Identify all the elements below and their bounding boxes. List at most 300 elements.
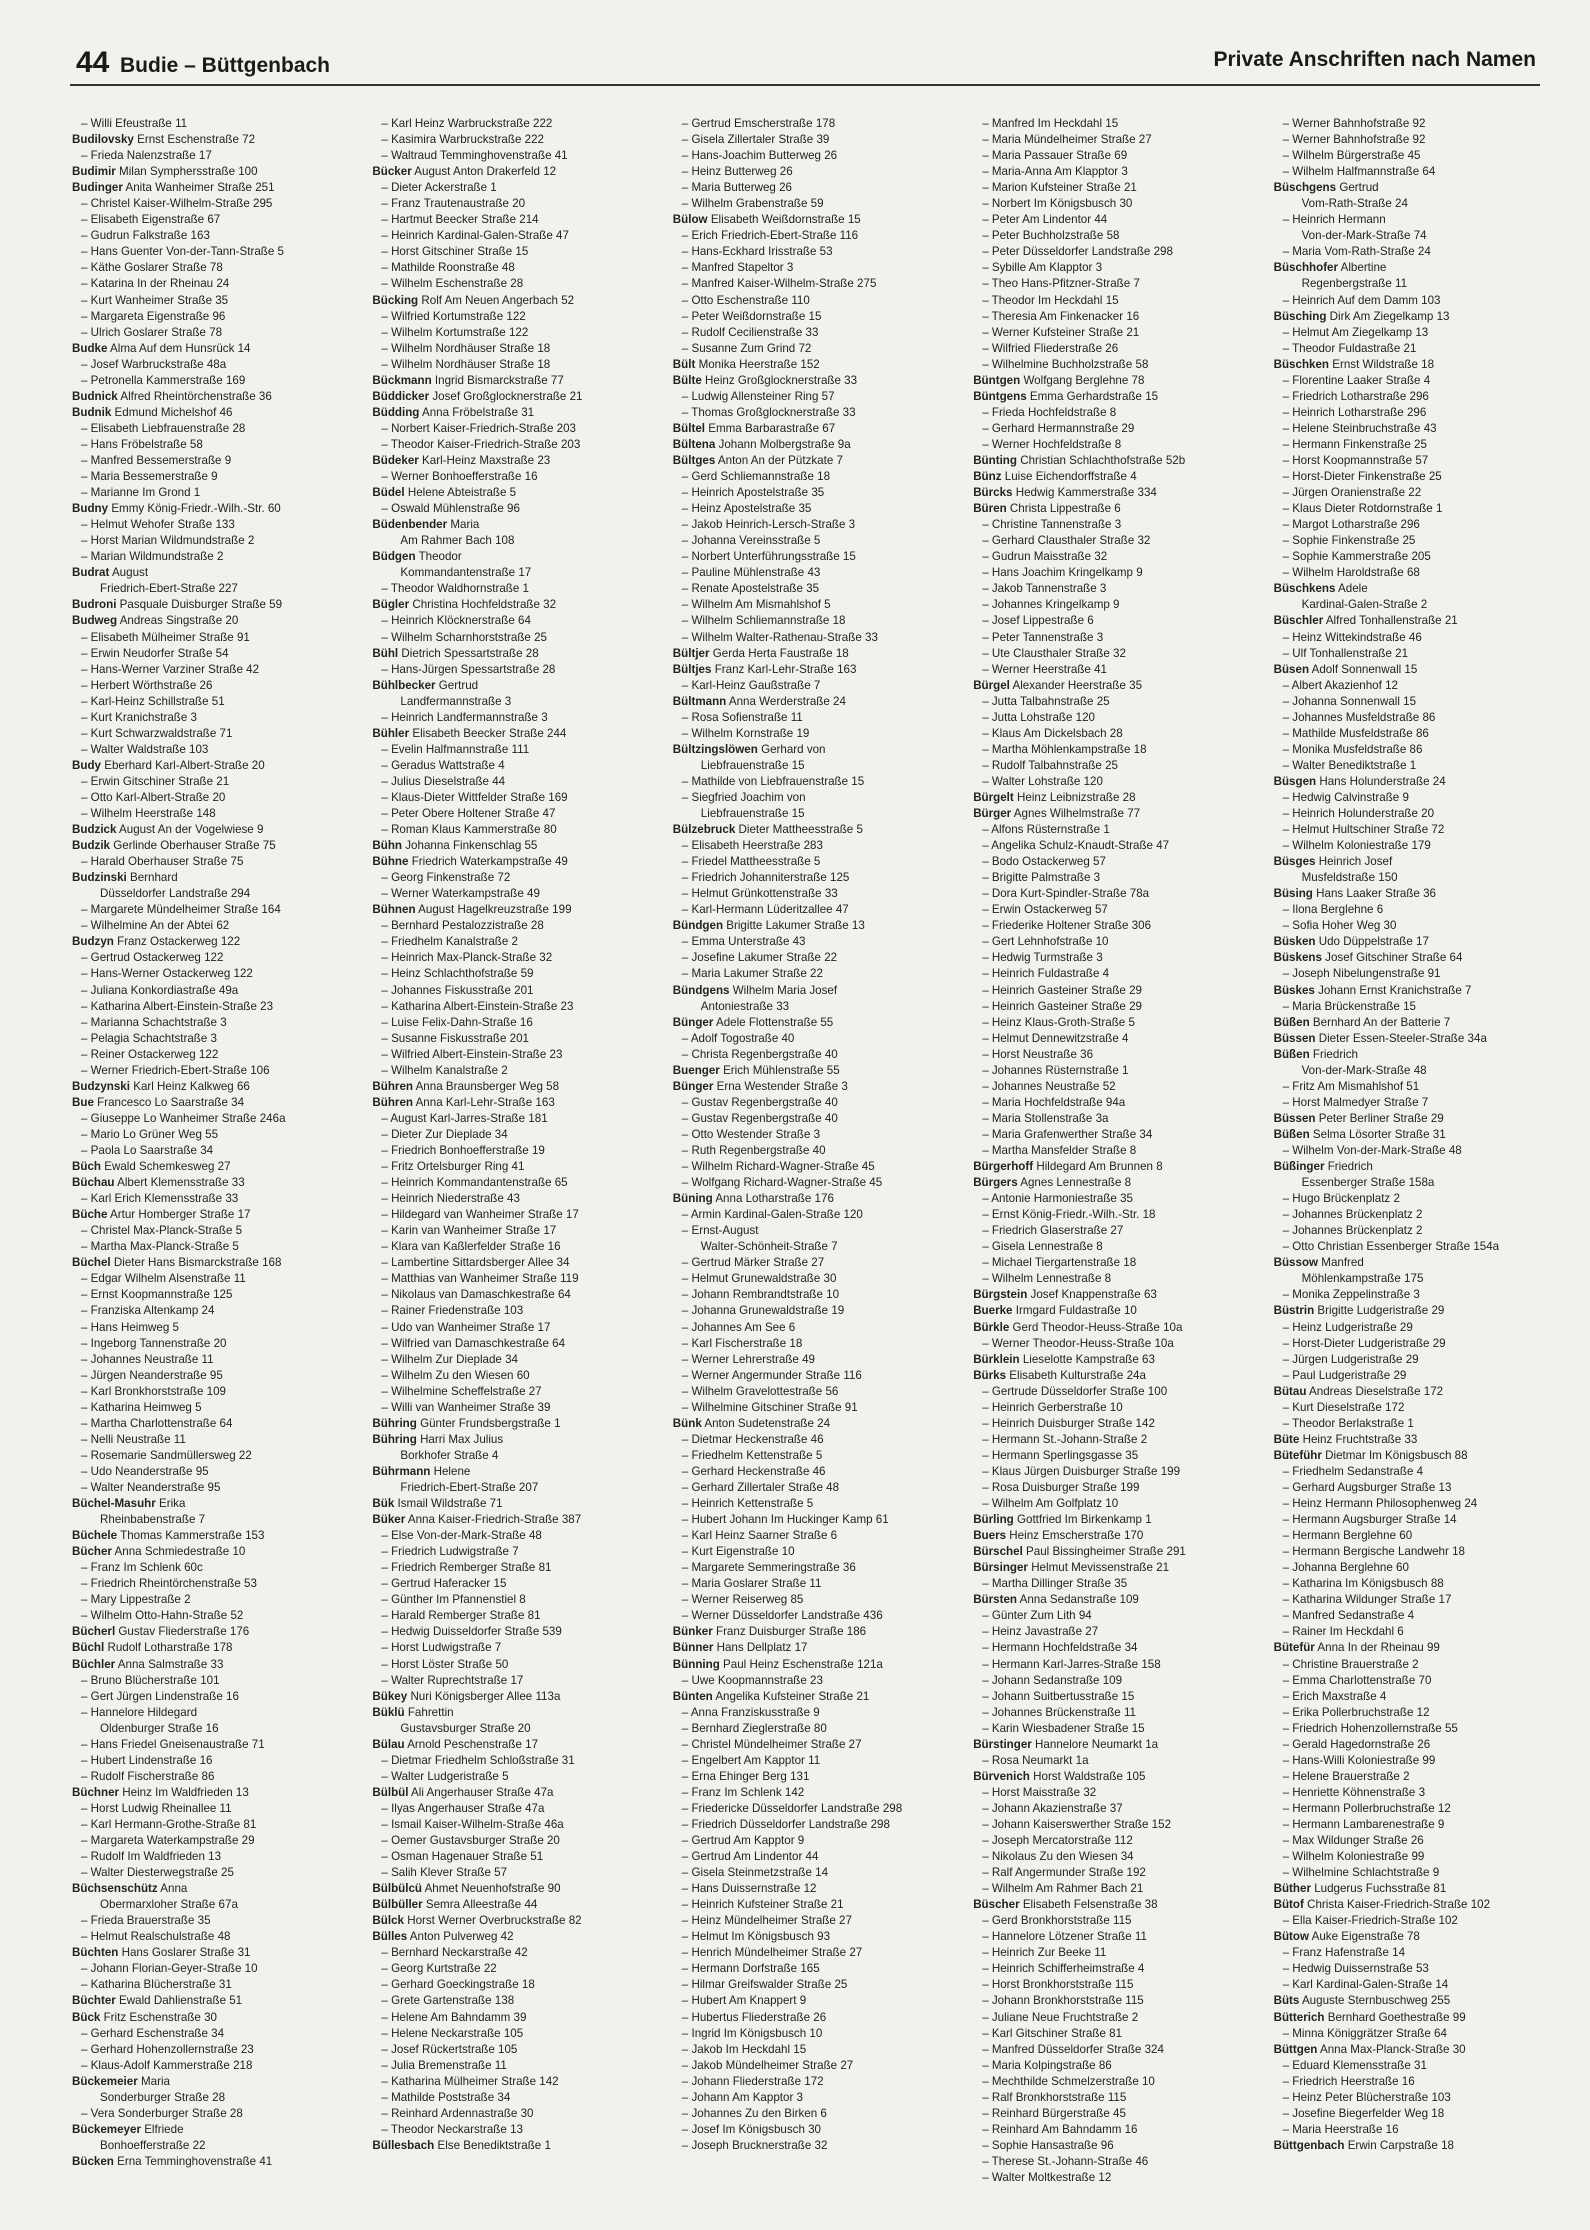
continuation-entry: – Wilfried van Damaschkestraße 64 (381, 1336, 566, 1350)
continuation-entry: – Wilhelmine An der Abtei 62 (81, 919, 230, 933)
first-name-address: Susanne Fiskusstraße 201 (391, 1031, 529, 1045)
first-name-address: Albert Akazienhof 12 (1291, 678, 1398, 692)
first-name-address: Gertrud Ostackerweg 122 (90, 951, 224, 965)
continuation-entry: – Oswald Mühlenstraße 96 (381, 502, 520, 516)
continuation-entry: – Friedrich Düsseldorfer Landstraße 298 (681, 1817, 890, 1831)
first-name-address: Rolf Am Neuen Angerbach 52 (421, 293, 575, 307)
first-name-address: Rudolf Lotharstraße 178 (107, 1641, 233, 1655)
first-name-address: Johanna Sonnenwall 15 (1292, 694, 1417, 708)
continuation-entry: – Else Von-der-Mark-Straße 48 (381, 1529, 542, 1543)
continuation-entry: – Hans-Werner Ostackerweg 122 (81, 967, 253, 981)
continuation-entry: – Mathilde Poststraße 34 (381, 2090, 511, 2104)
first-name-address: Heinrich Duisburger Straße 142 (991, 1416, 1155, 1430)
first-name-address: Milan Symphersstraße 100 (119, 165, 258, 179)
first-name-address: Hannelore Lötzener Straße 11 (991, 1930, 1147, 1944)
continuation-entry: – Juliana Konkordiastraße 49a (81, 983, 239, 997)
continuation-entry: – Maria Passauer Straße 69 (982, 149, 1128, 163)
surname-entry (673, 212, 957, 228)
continuation-entry: – Gertrud Haferacker 15 (381, 1577, 507, 1591)
surname: Büdgen (372, 550, 416, 564)
first-name-address: Helene Brauerstraße 2 (1292, 1769, 1410, 1783)
first-name-address: Gerhard Clausthaler Straße 32 (991, 534, 1151, 548)
surname-entry (673, 1624, 957, 1640)
first-name-address: Josefine Biegerfelder Weg 18 (1292, 2106, 1445, 2120)
surname-entry (1274, 1015, 1558, 1031)
surname-entry (372, 1737, 656, 1753)
first-name-address: Wilhelm Schliemannstraße 18 (691, 614, 846, 628)
continuation-entry: – Peter Düsseldorfer Landstraße 298 (982, 245, 1173, 259)
first-name-address: Joseph Mercatorstraße 112 (991, 1834, 1133, 1848)
continuation-entry: – Helene Neckarstraße 105 (381, 2026, 524, 2040)
continuation-entry: – Ella Kaiser-Friedrich-Straße 102 (1282, 1914, 1458, 1928)
first-name-address: Sophie Hansastraße 96 (991, 2138, 1114, 2152)
first-name-address: Martha Charlottenstraße 64 (90, 1416, 233, 1430)
surname-entry (1274, 1031, 1558, 1047)
surname-entry (973, 1769, 1257, 1785)
continuation-entry: – Pauline Mühlenstraße 43 (681, 566, 821, 580)
first-name-address: August (111, 566, 149, 580)
continuation-entry: – Gisela Steinmetzstraße 14 (681, 1866, 829, 1880)
continuation-entry: – Gerhard Zillertaler Straße 48 (681, 1480, 840, 1494)
continuation-entry: – Antonie Harmoniestraße 35 (982, 1192, 1133, 1206)
first-name-address: Hermann Bergische Landwehr 18 (1292, 1545, 1465, 1559)
first-name-address: Gustav Regenbergstraße 40 (691, 1111, 838, 1125)
surname: Büche (72, 1208, 108, 1222)
continuation-entry: – Ingrid Im Königsbusch 10 (681, 2026, 823, 2040)
first-name-address: Heinrich Holunderstraße 20 (1292, 807, 1435, 821)
continuation-entry: – Heinz Klaus-Groth-Straße 5 (982, 1015, 1135, 1029)
first-name-address: Katharina Albert-Einstein-Straße 23 (391, 999, 574, 1013)
continuation-entry: – Theodor Fuldastraße 21 (1282, 341, 1417, 355)
first-name-address: Werner Düsseldorfer Landstraße 436 (691, 1609, 883, 1623)
surname-entry (673, 1689, 957, 1705)
continuation-entry: – Josef Lippestraße 6 (982, 614, 1094, 628)
continuation-entry: – Luise Felix-Dahn-Straße 16 (381, 1015, 533, 1029)
first-name-address: Gertrud Am Lindentor 44 (691, 1850, 819, 1864)
surname-entry (1274, 1881, 1558, 1897)
surname-entry (1274, 1127, 1558, 1143)
first-name-address: Manfred Stapeltor 3 (691, 261, 794, 275)
first-name-address: Werner Angermunder Straße 116 (691, 1368, 862, 1382)
first-name-address: Edgar Wilhelm Alsenstraße 11 (90, 1272, 246, 1286)
first-name-address: Karl Heinz Kalkweg 66 (133, 1079, 250, 1093)
first-name-address: Friedhelm Kanalstraße 2 (391, 935, 519, 949)
first-name-address: Ernst-August (691, 1224, 759, 1238)
first-name-address: Gerhard Heckenstraße 46 (691, 1464, 826, 1478)
continuation-entry: – Jutta Talbahnstraße 25 (982, 694, 1110, 708)
surname: Bülte (672, 373, 702, 387)
first-name-address: Maria Heerstraße 16 (1292, 2122, 1399, 2136)
first-name-address: Gerda Herta Faustraße 18 (712, 646, 849, 660)
first-name-address: Theodor (418, 550, 462, 564)
first-name-address: Frieda Brauerstraße 35 (90, 1914, 211, 1928)
first-name-address: Harri Max Julius (420, 1432, 504, 1446)
first-name-address: Theresia Am Finkenacker 16 (991, 309, 1140, 323)
first-name-address: Werner Bahnhofstraße 92 (1292, 117, 1426, 130)
first-name-address: Rudolf Talbahnstraße 25 (991, 758, 1118, 772)
first-name-address: Gustav Fliederstraße 176 (118, 1625, 250, 1639)
surname-entry (72, 341, 356, 357)
continuation-entry: – Gertrud Emscherstraße 178 (681, 117, 836, 130)
surname: Büllesbach (372, 2138, 435, 2152)
continuation-entry: – Henrich Mündelheimer Straße 27 (681, 1946, 863, 1960)
continuation-entry: – Heinrich Kufsteiner Straße 21 (681, 1898, 844, 1912)
first-name-address: Hartmut Beecker Straße 214 (391, 213, 539, 227)
first-name-address: Friedrich Heerstraße 16 (1292, 2074, 1415, 2088)
first-name-address: Christa Lippestraße 6 (1009, 502, 1121, 516)
surname: Büsching (1273, 309, 1327, 323)
surname: Bünning (672, 1657, 720, 1671)
surname: Büning (672, 1192, 713, 1206)
first-name-address: Karl Bronkhorststraße 109 (90, 1384, 226, 1398)
first-name-address: Wilhelm Koloniestraße 179 (1292, 839, 1431, 853)
surname-entry (1274, 1432, 1558, 1448)
first-name-address: Gisela Lennestraße 8 (991, 1240, 1103, 1254)
first-name-address: Udo Neanderstraße 95 (90, 1464, 209, 1478)
continuation-entry: – Hermann Lambarenestraße 9 (1282, 1817, 1445, 1831)
first-name-address: Günter Zum Lith 94 (991, 1609, 1092, 1623)
surname-entry (372, 1881, 656, 1897)
first-name-address: Gerd Bronkhorststraße 115 (991, 1914, 1132, 1928)
first-name-address: Anna Kaiser-Friedrich-Straße 387 (407, 1513, 582, 1527)
surname: Bühler (372, 726, 410, 740)
surname: Bücking (372, 293, 419, 307)
first-name-address: Semra Alleestraße 44 (425, 1898, 538, 1912)
surname: Bücherl (72, 1625, 116, 1639)
continuation-entry: – Heinz Apostelstraße 35 (681, 502, 812, 516)
first-name-address: Heinrich Kettenstraße 5 (691, 1497, 814, 1511)
first-name-address: Gerhard Hohenzollernstraße 23 (90, 2042, 254, 2056)
first-name-address: Werner Lehrerstraße 49 (691, 1352, 815, 1366)
surname: Bürling (973, 1513, 1014, 1527)
first-name-address: Josefine Lakumer Straße 22 (691, 951, 838, 965)
first-name-address: Ella Kaiser-Friedrich-Straße 102 (1292, 1914, 1458, 1928)
continuation-entry: – Karl-Hermann Lüderitzallee 47 (681, 903, 849, 917)
first-name-address: Walter Ludgeristraße 5 (391, 1769, 509, 1783)
continuation-entry: – Helene Am Bahndamm 39 (381, 2010, 527, 2024)
continuation-entry: – Dietmar Friedhelm Schloßstraße 31 (381, 1753, 575, 1767)
continuation-entry: – Reinhard Am Bahndamm 16 (982, 2122, 1138, 2136)
first-name-address: Hedwig Calvinstraße 9 (1292, 790, 1409, 804)
first-name-address: Else Benediktstraße 1 (437, 2138, 551, 2152)
first-name-address: Wilhelm Am Mismahlshof 5 (691, 598, 831, 612)
continuation-entry: – Theodor Neckarstraße 13 (381, 2122, 523, 2136)
first-name-address: Pelagia Schachtstraße 3 (90, 1031, 217, 1045)
continuation-entry: – Helmut Im Königsbusch 93 (681, 1930, 831, 1944)
continuation-entry: – Wilfried Albert-Einstein-Straße 23 (381, 1047, 563, 1061)
continuation-entry: – Helene Brauerstraße 2 (1282, 1769, 1410, 1783)
continuation-entry: – Horst Neustraße 36 (982, 1047, 1094, 1061)
continuation-entry: – Gudrun Maisstraße 32 (982, 550, 1108, 564)
surname: Bühring (372, 1432, 417, 1446)
first-name-address: Ralf Angermunder Straße 192 (991, 1866, 1146, 1880)
surname: Budweg (72, 614, 118, 628)
first-name-address: Ernst König-Friedr.-Wilh.-Str. 18 (991, 1208, 1156, 1222)
continuation-entry: – Friedrich Rheintörchenstraße 53 (81, 1577, 257, 1591)
first-name-address: Bernhard Neckarstraße 42 (391, 1946, 528, 1960)
surname: Büchler (72, 1657, 116, 1671)
surname-entry (673, 1063, 957, 1079)
continuation-entry: – Johannes Brückenplatz 2 (1282, 1208, 1423, 1222)
first-name-address: Anna Max-Planck-Straße 30 (1319, 2042, 1466, 2056)
continuation-entry: – Friedrich Ludwigstraße 7 (381, 1545, 519, 1559)
first-name-address: Helmut Grünkottenstraße 33 (691, 887, 838, 901)
continuation-entry: – Walter Ruprechtstraße 17 (381, 1673, 524, 1687)
first-name-address: Katharina Heimweg 5 (90, 1400, 202, 1414)
continuation-entry: – Peter Tannenstraße 3 (982, 630, 1104, 644)
first-name-address: Heinrich Gasteiner Straße 29 (991, 999, 1143, 1013)
continuation-entry: – Dieter Zur Dieplade 34 (381, 1127, 508, 1141)
continuation-entry: – Sofia Hoher Weg 30 (1282, 919, 1397, 933)
continuation-entry: – Heinrich Gasteiner Straße 29 (982, 983, 1143, 997)
first-name-address: Hans Fröbelstraße 58 (90, 437, 203, 451)
first-name-address: Wilhelm Lennestraße 8 (991, 1272, 1112, 1286)
first-name-address: Friedrich Remberger Straße 81 (391, 1561, 552, 1575)
first-name-address: Heinrich Klöcknerstraße 64 (391, 614, 531, 628)
continuation-entry: – Armin Kardinal-Galen-Straße 120 (681, 1208, 863, 1222)
continuation-entry: – Sophie Finkenstraße 25 (1282, 534, 1416, 548)
page-header (70, 44, 1540, 86)
surname-entry (973, 790, 1257, 806)
first-name-address: Maria (140, 2074, 170, 2088)
first-name-address: Friedrich Ludwigstraße 7 (391, 1545, 519, 1559)
continuation-entry: – Hubert Lindenstraße 16 (81, 1753, 213, 1767)
first-name-address: Josef Rückertstraße 105 (391, 2042, 518, 2056)
continuation-entry: – Ruth Regenbergstraße 40 (681, 1144, 826, 1157)
first-name-address: Margarete Mündelheimer Straße 164 (90, 903, 281, 917)
continuation-entry: – Johanna Sonnenwall 15 (1282, 694, 1417, 708)
surname-entry (1274, 1111, 1558, 1127)
continuation-entry: – Johannes Am See 6 (681, 1320, 796, 1334)
first-name-address: Gudrun Maisstraße 32 (991, 550, 1108, 564)
surname-entry (673, 421, 957, 437)
first-name-address: Mathilde Poststraße 34 (391, 2090, 511, 2104)
first-name-address: Dieter Essen-Steeler-Straße 34a (1318, 1031, 1487, 1045)
continuation-entry: – Paola Lo Saarstraße 34 (81, 1144, 214, 1157)
surname-entry (372, 293, 656, 309)
first-name-address: Harald Remberger Straße 81 (391, 1609, 541, 1623)
surname-entry (372, 726, 656, 742)
first-name-address: Hubert Lindenstraße 16 (90, 1753, 213, 1767)
first-name-address: Ahmet Neuenhofstraße 90 (424, 1882, 561, 1896)
first-name-address: Katarina In der Rheinau 24 (90, 277, 230, 291)
first-name-address: Helene Steinbruchstraße 43 (1292, 421, 1437, 435)
surname-entry (72, 405, 356, 421)
first-name-address: Eberhard Karl-Albert-Straße 20 (104, 758, 265, 772)
surname: Budzinski (72, 871, 127, 885)
first-name-address: Karl Kardinal-Galen-Straße 14 (1292, 1978, 1449, 1992)
continuation-entry: – Gerhard Eschenstraße 34 (81, 2026, 225, 2040)
continuation-entry: – Rosemarie Sandmüllersweg 22 (81, 1448, 252, 1462)
surname: Bündgen (672, 919, 724, 933)
surname-entry (72, 1881, 356, 1897)
continuation-entry: – Petronella Kammerstraße 169 (81, 373, 246, 387)
continuation-entry: – Lambertine Sittardsberger Allee 34 (381, 1256, 570, 1270)
first-name-address: Hans-Werner Ostackerweg 122 (90, 967, 253, 981)
first-name-address: Alfred Tonhallenstraße 21 (1325, 614, 1458, 628)
continuation-entry: – Norbert Im Königsbusch 30 (982, 197, 1133, 211)
surname-entry (372, 597, 656, 613)
first-name-address: Friedrich Glaserstraße 27 (991, 1224, 1124, 1238)
surname: Budinger (72, 181, 123, 195)
first-name-address: Dietrich Spessartstraße 28 (401, 646, 539, 660)
surname-entry (72, 164, 356, 180)
address-continuation: Borkhofer Straße 4 (400, 1448, 499, 1462)
continuation-entry: – Gerald Hagedornstraße 26 (1282, 1737, 1431, 1751)
continuation-entry: – Werner Waterkampstraße 49 (381, 887, 540, 901)
first-name-address: August An der Vogelwiese 9 (119, 823, 264, 837)
first-name-address: Jürgen Oranienstraße 22 (1292, 486, 1422, 500)
surname-entry (72, 565, 356, 581)
first-name-address: Bruno Blücherstraße 101 (90, 1673, 220, 1687)
first-name-address: Agnes Wilhelmstraße 77 (1013, 807, 1141, 821)
first-name-address: Norbert Kaiser-Friedrich-Straße 203 (391, 421, 576, 435)
first-name-address: Johann Akazienstraße 37 (991, 1801, 1123, 1815)
continuation-entry: – Wilhelm Gravelottestraße 56 (681, 1384, 839, 1398)
continuation-entry: – Heinrich Lotharstraße 296 (1282, 405, 1427, 419)
continuation-entry: – Maria Goslarer Straße 11 (681, 1577, 822, 1591)
surname: Bült (672, 357, 696, 371)
continuation-entry: – Johannes Brückenplatz 2 (1282, 1224, 1423, 1238)
first-name-address: Hans Dellplatz 17 (716, 1641, 808, 1655)
first-name-address: Gerd Schliemannstraße 18 (691, 470, 831, 484)
first-name-address: Hermann Lambarenestraße 9 (1292, 1817, 1445, 1831)
first-name-address: Hans Laaker Straße 36 (1316, 887, 1436, 901)
first-name-address: Mario Lo Grüner Weg 55 (90, 1127, 219, 1141)
surname-entry (372, 854, 656, 870)
first-name-address: Franz Ostackerweg 122 (117, 935, 241, 949)
surname-entry (673, 1015, 957, 1031)
continuation-entry: – Jutta Lohstraße 120 (982, 710, 1095, 724)
surname-entry (372, 1512, 656, 1528)
continuation-entry: – Salih Klever Straße 57 (381, 1866, 508, 1880)
continuation-entry: – Christine Brauerstraße 2 (1282, 1657, 1419, 1671)
first-name-address: Maria (450, 518, 480, 532)
surname-entry (973, 1528, 1257, 1544)
continuation-entry: – Manfred Düsseldorfer Straße 324 (982, 2042, 1164, 2056)
surname: Büttgenbach (1273, 2138, 1345, 2152)
continuation-entry: – Helmut Am Ziegelkamp 13 (1282, 325, 1429, 339)
continuation-entry: – Kurt Eigenstraße 10 (681, 1545, 795, 1559)
first-name-address: Waltraud Temminghovenstraße 41 (391, 149, 568, 163)
first-name-address: Petronella Kammerstraße 169 (90, 373, 246, 387)
continuation-entry: – Heinrich Apostelstraße 35 (681, 486, 825, 500)
continuation-entry: – Karl Hermann-Grothe-Straße 81 (81, 1817, 257, 1831)
continuation-entry: – Friedhelm Kanalstraße 2 (381, 935, 519, 949)
continuation-entry: – Henriette Köhnenstraße 3 (1282, 1785, 1426, 1799)
first-name-address: Sophie Kammerstraße 205 (1292, 550, 1431, 564)
first-name-address: August Anton Drakerfeld 12 (414, 165, 557, 179)
continuation-entry: – Helmut Hultschiner Straße 72 (1282, 823, 1445, 837)
continuation-entry: – Hans Guenter Von-der-Tann-Straße 5 (81, 245, 285, 259)
continuation-entry: – Wolfgang Richard-Wagner-Straße 45 (681, 1176, 883, 1190)
continuation-entry: – Heinrich Niederstraße 43 (381, 1192, 520, 1206)
continuation-entry: – Friedrich Hohenzollernstraße 55 (1282, 1721, 1458, 1735)
surname: Büchsenschütz (72, 1882, 158, 1896)
first-name-address: Theodor Berlakstraße 1 (1292, 1416, 1414, 1430)
first-name-address: Wilhelm Kortumstraße 122 (391, 325, 529, 339)
surname-entry (72, 1624, 356, 1640)
continuation-entry: – Bodo Ostackerweg 57 (982, 855, 1106, 869)
first-name-address: Luise Eichendorffstraße 4 (1004, 470, 1137, 484)
continuation-entry: – Bernhard Pestalozzistraße 28 (381, 919, 544, 933)
first-name-address: Johann Suitbertusstraße 15 (991, 1689, 1135, 1703)
continuation-entry: – Wilfried Fliederstraße 26 (982, 341, 1119, 355)
continuation-entry: – Theo Hans-Pfitzner-Straße 7 (982, 277, 1140, 291)
first-name-address: Rudolf Im Waldfrieden 13 (90, 1850, 222, 1864)
continuation-entry: – Eduard Klemensstraße 31 (1282, 2058, 1427, 2072)
first-name-address: Horst Löster Straße 50 (391, 1657, 509, 1671)
first-name-address: Franziska Altenkamp 24 (90, 1304, 215, 1318)
surname-entry (1274, 662, 1558, 678)
first-name-address: Johann Bronkhorststraße 115 (991, 1994, 1144, 2008)
surname: Büchner (72, 1785, 120, 1799)
surname-entry (1274, 613, 1558, 629)
continuation-entry: – Hermann Hochfeldstraße 34 (982, 1641, 1138, 1655)
continuation-entry: – Karl Heinz Saarner Straße 6 (681, 1529, 838, 1543)
first-name-address: Manfred Kaiser-Wilhelm-Straße 275 (691, 277, 877, 291)
listing-column-5 (1274, 116, 1558, 2206)
continuation-entry: – Josefine Biegerfelder Weg 18 (1282, 2106, 1445, 2120)
surname: Bückmann (372, 373, 432, 387)
surname: Büchel (72, 1256, 111, 1270)
continuation-entry: – Wilhelm Richard-Wagner-Straße 45 (681, 1160, 875, 1174)
continuation-entry: – Albert Akazienhof 12 (1282, 678, 1398, 692)
first-name-address: Gerd Theodor-Heuss-Straße 10a (1012, 1320, 1183, 1334)
first-name-address: Heinrich Gerberstraße 10 (991, 1400, 1123, 1414)
first-name-address: Reinhard Am Bahndamm 16 (991, 2122, 1138, 2136)
first-name-address: Heinrich Schifferheimstraße 4 (991, 1962, 1145, 1976)
first-name-address: Johanna Finkenschlag 55 (405, 839, 538, 853)
continuation-entry: – Erich Friedrich-Ebert-Straße 116 (681, 229, 859, 243)
surname-entry (673, 373, 957, 389)
first-name-address: Anna Braunsberger Weg 58 (415, 1079, 560, 1093)
continuation-entry: – Friedericke Düsseldorfer Landstraße 298 (681, 1801, 903, 1815)
first-name-address: Horst-Dieter Ludgeristraße 29 (1292, 1336, 1446, 1350)
continuation-entry: – Wilhelm Am Golfplatz 10 (982, 1497, 1119, 1511)
first-name-address: Marianna Schachtstraße 3 (90, 1015, 227, 1029)
continuation-entry: – Wilfried Kortumstraße 122 (381, 309, 526, 323)
first-name-address: Gustav Regenbergstraße 40 (691, 1095, 838, 1109)
continuation-entry: – Margareta Eigenstraße 96 (81, 309, 226, 323)
first-name-address: Jürgen Neanderstraße 95 (90, 1368, 223, 1382)
surname: Budzik (72, 839, 111, 853)
first-name-address: Geradus Wattstraße 4 (391, 758, 505, 772)
continuation-entry: – Hans-Willi Koloniestraße 99 (1282, 1753, 1436, 1767)
surname: Budimir (72, 165, 116, 179)
surname-entry (372, 1496, 656, 1512)
surname-entry (372, 2138, 656, 2154)
surname-entry (72, 934, 356, 950)
continuation-entry: – Horst Koopmannstraße 57 (1282, 453, 1429, 467)
first-name-address: Elisabeth Liebfrauenstraße 28 (90, 421, 246, 435)
continuation-entry: – Udo Neanderstraße 95 (81, 1464, 209, 1478)
continuation-entry: – Heinrich Duisburger Straße 142 (982, 1416, 1155, 1430)
continuation-entry: – Klaus Am Dickelsbach 28 (982, 726, 1123, 740)
listing-column-3 (673, 116, 957, 2206)
first-name-address: Erich Maxstraße 4 (1292, 1689, 1387, 1703)
first-name-address: August Hagelkreuzstraße 199 (418, 903, 572, 917)
continuation-entry: – Susanne Zum Grind 72 (681, 341, 812, 355)
continuation-entry: – Adolf Togostraße 40 (681, 1031, 795, 1045)
surname: Bütof (1273, 1898, 1304, 1912)
continuation-entry: – Josef Warbruckstraße 48a (81, 357, 227, 371)
first-name-address: Ewald Dahlienstraße 51 (119, 1994, 243, 2008)
continuation-entry: – Wilhelm Am Mismahlshof 5 (681, 598, 831, 612)
continuation-entry: – Frieda Nalenzstraße 17 (81, 149, 212, 163)
continuation-entry: – Johannes Rüsternstraße 1 (982, 1063, 1129, 1077)
surname: Buenger (672, 1063, 720, 1077)
